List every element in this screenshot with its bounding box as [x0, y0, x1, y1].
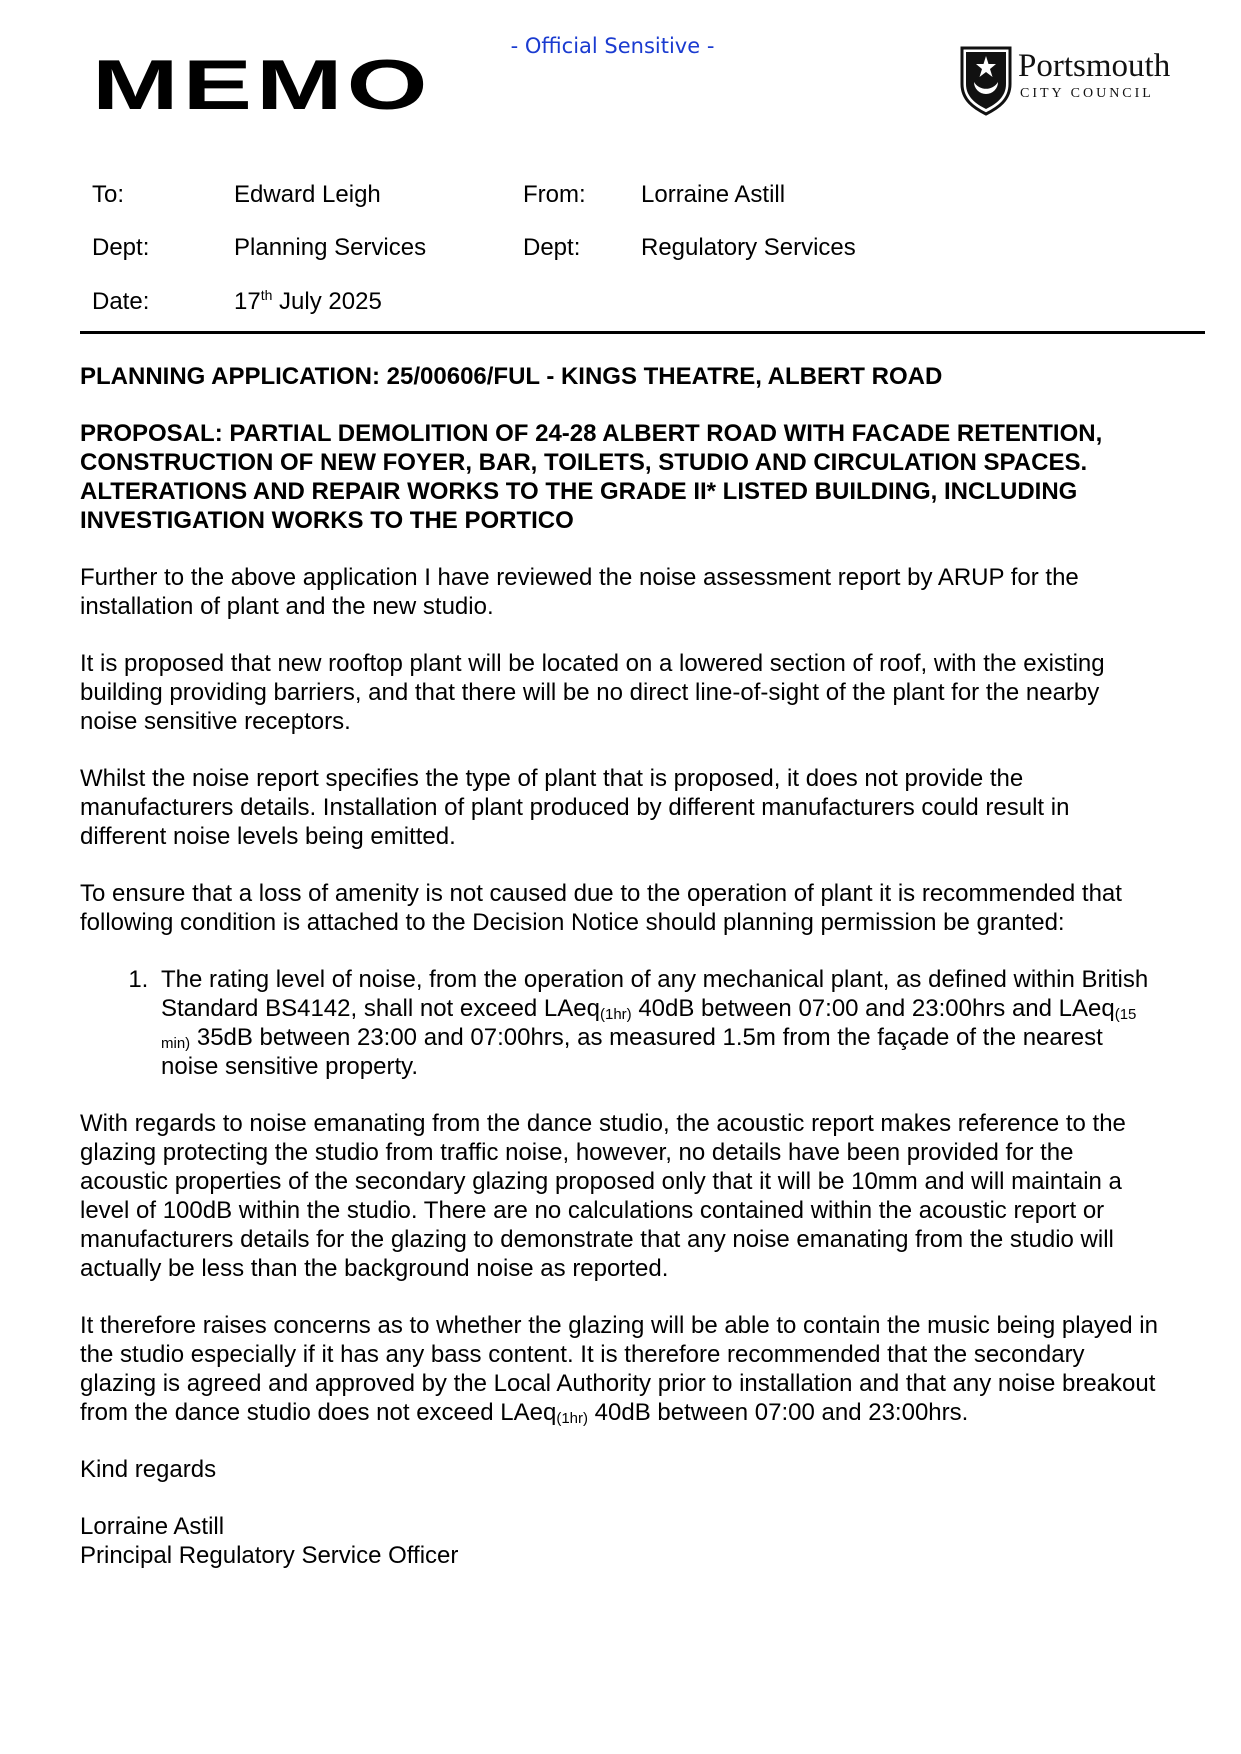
- from-label: From:: [523, 181, 586, 208]
- proposal-label: PROPOSAL: [80, 420, 215, 447]
- to-label: To:: [92, 181, 125, 208]
- subject-line: PLANNING APPLICATION: 25/00606/FUL - KINGS THEATRE, ALBERT ROAD: [80, 363, 943, 390]
- paragraph-condition-intro: To ensure that a loss of amenity is not caused due to the operation of plant it is recommended that following condition is attached to the Decision Notice should planning permission be granted:: [80, 880, 1122, 936]
- paragraph-rooftop-plant: It is proposed that new rooftop plant will be located on a lowered section of roof, with the existing building providing barriers, and that there will be no direct line-of-sight of the plant for the nearby noise sensitive receptors.: [80, 650, 1105, 735]
- memo-body: [80, 362, 1160, 1570]
- signature-title: Principal Regulatory Service Officer: [80, 1542, 459, 1569]
- paragraph-review: Further to the above application I have reviewed the noise assessment report by ARUP for the installation of plant and the new studio.: [80, 564, 1079, 620]
- signature-name: Lorraine Astill: [80, 1513, 225, 1540]
- paragraph-concerns: It therefore raises concerns as to whether the glazing will be able to contain the music being played in the studio especially if it has any bass content. It is therefore recommended that the secondary glazing is agreed and approved by the Local Authority prior to installation and that any noise breakout from the dance studio does not exceed LAeq$_{(1hr)}$ 40dB between 07:00 and 23:00hrs.: [80, 1312, 1158, 1427]
- from-dept-value: Regulatory Services: [641, 234, 856, 261]
- condition-item: 1. The rating level of noise, from the operation of any mechanical plant, as defined within British Standard BS4142, shall not exceed LAeq$_{(1hr)}$ 40dB between 07:00 and 23:00hrs and LAeq$_{(15 min)}$ 35dB between 23:00 and 07:00hrs, as measured 1.5m from the façade of the nearest noise sensitive property.: [155, 965, 1160, 1081]
- crescent-star-shield-icon: [958, 44, 1014, 116]
- proposal: [80, 419, 1160, 535]
- to-dept-value: Planning Services: [234, 234, 427, 261]
- classification-marking: - Official Sensitive -: [510, 34, 715, 58]
- paragraph-dance-studio: With regards to noise emanating from the dance studio, the acoustic report makes reference to the glazing protecting the studio from traffic noise, however, no details have been provided for the acoustic properties of the secondary glazing proposed only that it will be 10mm and will maintain a level of 100dB within the studio. There are no calculations contained within the acoustic report or manufacturers details for the glazing to demonstrate that any noise emanating from the studio will actually be less than the background noise as reported.: [80, 1110, 1126, 1282]
- logo-name: Portsmouth: [1018, 48, 1171, 84]
- closing: Kind regards: [80, 1456, 217, 1483]
- logo-subtitle: CITY COUNCIL: [1020, 86, 1154, 101]
- date-suffix: th: [260, 287, 273, 303]
- proposal-text: : PARTIAL DEMOLITION OF 24-28 ALBERT ROAD WITH FACADE RETENTION, CONSTRUCTION OF NEW FOYER, BAR, TOILETS, STUDIO AND CIRCULATION SPACES. ALTERATIONS AND REPAIR WORKS TO THE GRADE II* LISTED BUILDING, INCLUDING INVESTIGATION WORKS TO THE PORTICO: [80, 420, 1103, 534]
- date-label: Date:: [92, 288, 150, 315]
- signature-block: [80, 1512, 1160, 1570]
- condition-list: [80, 965, 1160, 1081]
- memo-title: MEMO: [92, 45, 432, 125]
- council-logo: [958, 44, 1198, 116]
- date-value: [234, 288, 382, 316]
- paragraph-manufacturers: Whilst the noise report specifies the type of plant that is proposed, it does not provide the manufacturers details. Installation of plant produced by different manufacturers could result in different noise levels being emitted.: [80, 765, 1070, 850]
- from-dept-label: Dept:: [523, 234, 581, 261]
- date-day: 17: [234, 288, 261, 315]
- to-dept-label: Dept:: [92, 234, 150, 261]
- date-rest: July 2025: [272, 288, 382, 315]
- header-divider: [80, 331, 1205, 334]
- from-value: Lorraine Astill: [641, 181, 786, 208]
- to-value: Edward Leigh: [234, 181, 381, 208]
